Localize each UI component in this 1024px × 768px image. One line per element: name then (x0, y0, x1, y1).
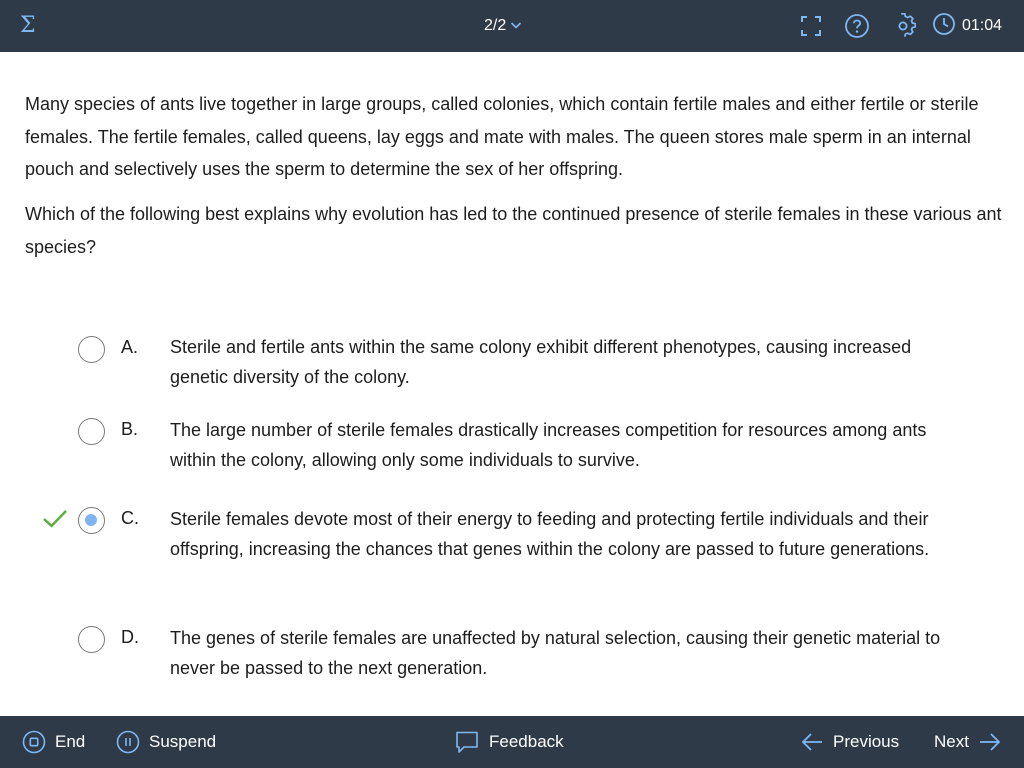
settings-icon[interactable] (888, 11, 918, 41)
previous-button[interactable] (800, 729, 899, 755)
arrow-right-icon (978, 731, 1002, 753)
end-button[interactable] (22, 729, 85, 755)
timer[interactable] (932, 12, 1002, 41)
end-label: End (55, 732, 86, 751)
choice-letter-a: A. (121, 337, 139, 357)
question-stem: Which of the following best explains why evolution has led to the continued presence of sterile females in these various ant species? (25, 204, 1002, 257)
checkmark-icon (42, 508, 68, 530)
suspend-label: Suspend (149, 732, 217, 751)
question-counter-dropdown[interactable] (484, 14, 522, 38)
radio-button-d[interactable] (78, 626, 105, 653)
speech-bubble-icon (454, 729, 480, 755)
bottom-bar (0, 716, 1024, 768)
timer-value: 01:04 (961, 17, 1002, 34)
feedback-label: Feedback (489, 732, 564, 751)
previous-label: Previous (833, 732, 900, 751)
answer-choice-d[interactable] (0, 623, 1024, 685)
arrow-left-icon (800, 731, 824, 753)
choice-text-a: Sterile and fertile ants within the same colony exhibit different phenotypes, causing increased genetic diversity of the colony. (170, 337, 912, 387)
radio-button-c[interactable] (78, 507, 105, 534)
question-counter: 2/2 (484, 17, 507, 34)
next-label: Next (934, 732, 969, 751)
radio-button-a[interactable] (78, 336, 105, 363)
answer-choice-b[interactable] (0, 415, 1024, 477)
chevron-down-icon (510, 17, 522, 35)
pause-icon (116, 730, 140, 754)
feedback-button[interactable] (454, 729, 564, 755)
suspend-button[interactable] (116, 729, 216, 755)
sigma-icon[interactable]: Σ (20, 13, 36, 38)
answer-choice-c[interactable] (0, 504, 1024, 596)
next-button[interactable] (934, 729, 1002, 755)
choice-text-d: The genes of sterile females are unaffected by natural selection, causing their genetic material to never be passed to the next generation. (170, 628, 941, 678)
choice-text-c: Sterile females devote most of their energy to feeding and protecting fertile individuals and their offspring, increasing the chances that genes within the colony are passed to future generations. (170, 509, 930, 559)
answer-choice-a[interactable] (0, 332, 1024, 394)
help-icon[interactable] (842, 11, 872, 41)
choice-letter-d: D. (121, 627, 139, 647)
top-bar (0, 0, 1024, 52)
choice-text-b: The large number of sterile females drastically increases competition for resources among ants within the colony, allowing only some individuals to survive. (170, 420, 927, 470)
fullscreen-icon[interactable] (796, 11, 826, 41)
choice-letter-c: C. (121, 508, 139, 528)
passage-text: Many species of ants live together in large groups, called colonies, which contain fertile males and either fertile or sterile females. The fertile females, called queens, lay eggs and mate with males. The queen stores male sperm in an internal pouch and selectively uses the sperm to determine the sex of her offspring. (25, 94, 979, 179)
radio-button-b[interactable] (78, 418, 105, 445)
clock-icon (932, 12, 956, 41)
stop-icon (22, 730, 46, 754)
choice-letter-b: B. (121, 419, 139, 439)
